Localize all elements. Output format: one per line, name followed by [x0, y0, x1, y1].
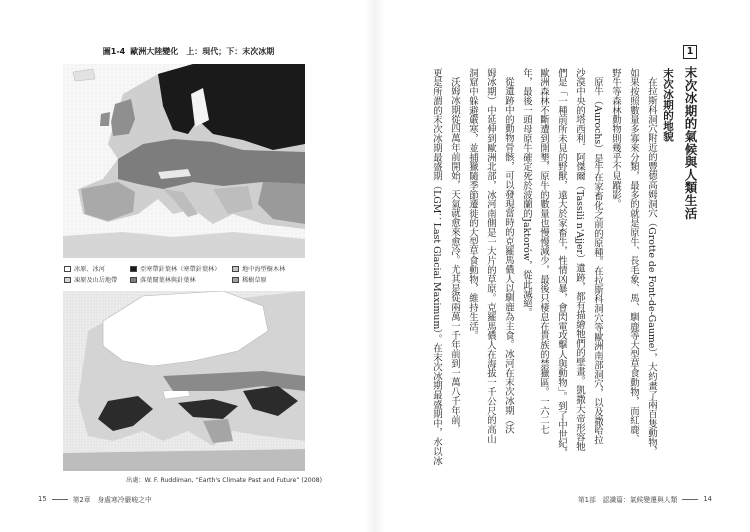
footer-dash: [682, 499, 698, 500]
legend-label: 凍原及山岳地帶: [74, 277, 118, 284]
text-column: 沙漠中央的塔西利．阿傑爾（Tassili n'Ajjer）遺跡，都有描繪牠們的壁畫。凱撒大帝形容牠: [574, 68, 585, 452]
figure-caption-label: 圖1-4: [102, 47, 126, 56]
running-head-chapter: 第2章 身處寒冷嚴峻之中: [72, 496, 152, 504]
legend-label: 落葉闊葉林與針葉林: [140, 277, 196, 284]
text-column: 洞窟中躲避嚴寒，並捕獵隨季節遷徙的大型草食動物，維持生活。: [467, 68, 478, 341]
map-europe-present: [63, 64, 305, 258]
legend-swatch: [64, 266, 71, 272]
footer-right: [578, 494, 712, 504]
legend-item: [130, 264, 220, 273]
text-column: 在拉斯科洞穴附近的豐德高姆洞穴（Grotte de Font-de-Gaume），大約畫了兩百隻動物，: [646, 77, 657, 457]
map-europe-last-glacial: [63, 291, 305, 471]
running-head-part: 第1部 認識篇：氣候變遷與人類: [577, 496, 678, 504]
legend-swatch: [232, 266, 239, 272]
text-column: 沃姆冰期從四萬年前開始，天氣就愈來愈冷。尤其是從兩萬一千年前到一萬八千年前，: [449, 77, 460, 435]
legend-label: 亞寒帶針葉林（寒帶針葉林）: [140, 266, 221, 273]
figure-caption: [96, 46, 281, 57]
subsection-heading: 末次冰期的地貌: [662, 68, 674, 142]
page-number-right: 14: [703, 495, 712, 503]
legend-swatch: [232, 277, 239, 283]
legend-swatch: [130, 277, 137, 283]
figure-source: 出處：W. F. Ruddiman, “Earth's Climate Past and Future” (2008): [126, 477, 322, 484]
text-column: 們是「一種前所未見的野獸，遠大於家畜牛，性情凶暴，會閃電攻擊人與動物」。到了中世紀，: [556, 68, 567, 458]
section-number-box: 1: [683, 45, 697, 59]
text-column: 更是所謂的末次冰期最盛期（LGM：Last Glacial Maximum）。在末次冰期最盛期中，水以冰: [431, 68, 442, 466]
text-column: 歐洲森林不斷遭到開墾，原牛的數量也慢慢減少，最後只棲息在貴族的禁獵區。一六二七: [538, 68, 549, 435]
figure-caption-text: 歐洲大陸變化 上：現代；下：末次冰期: [130, 47, 275, 56]
legend-label: 冰原、冰河: [74, 266, 105, 273]
legend-swatch: [64, 277, 71, 283]
text-column: 野牛等森林動物則幾乎不見蹤影。: [610, 68, 621, 209]
legend-label: 稀樹草原: [242, 277, 267, 284]
legend-item: [64, 275, 117, 284]
book-spine-shadow: [365, 0, 385, 532]
legend-item: [232, 264, 285, 273]
legend-item: [232, 275, 267, 284]
text-column: 年，最後一頭母原牛確定死於波蘭的Jaktorów，從此滅絕。: [521, 68, 532, 318]
legend-item: [130, 275, 196, 284]
text-column: 姆冰期）中延伸到歐洲北部，冰河南側是一大片的草原。克羅馬儂人在海拔一千公尺的高山: [485, 68, 496, 444]
map-region-ireland: [100, 112, 110, 126]
legend-swatch: [130, 266, 137, 272]
text-column: 從遺跡中的動物骨骸，可以發現當時的克羅馬儂人以馴鹿為主食。冰河在末次冰期（沃: [503, 77, 514, 435]
legend-label: 地中海型樹木林: [242, 266, 286, 273]
footer-left: [38, 494, 152, 504]
legend-item: [64, 264, 105, 273]
text-column: 原牛（Aurochs）是牛在家畜化之前的原種。在拉斯科洞穴等歐洲南部洞穴，以及撒哈拉: [592, 77, 603, 446]
section-heading: 末次冰期的氣候與人類生活: [683, 66, 698, 220]
footer-dash: [52, 499, 68, 500]
page-number-left: 15: [38, 495, 47, 503]
text-column: 如果按照數量多寡來分類，最多的就是原牛、長毛象、馬、馴鹿等大型草食動物，而紅鹿、: [628, 68, 639, 444]
